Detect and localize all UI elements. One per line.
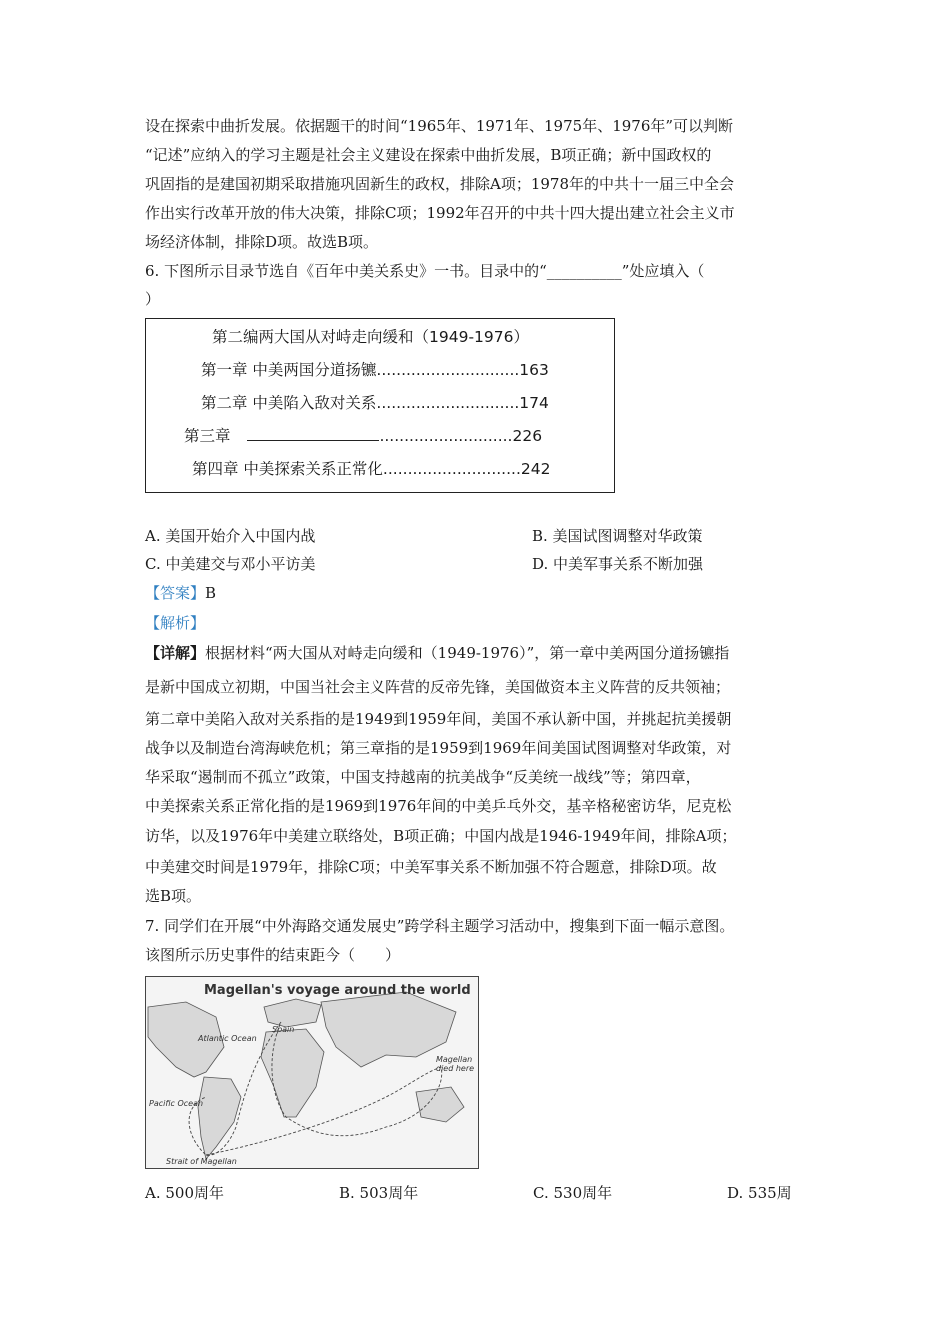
q5-analysis-line: 巩固指的是建国初期采取措施巩固新生的政权，排除A项；1978年的中共十一届三中全会 (145, 175, 735, 193)
answer-value: B (205, 584, 217, 602)
africa-shape (261, 1029, 324, 1117)
toc-excerpt-box (145, 318, 615, 493)
map-title: Magellan's voyage around the world (204, 983, 471, 998)
toc-chapter-4: 第四章 中美探索关系正常化............................242 (192, 460, 551, 478)
map-label-atlantic: Atlantic Ocean (198, 1034, 257, 1043)
toc-chapter-2: 第二章 中美陷入敌对关系.............................174 (201, 394, 549, 412)
q5-analysis-line: 作出实行改革开放的伟大决策，排除C项；1992年召开的中共十四大提出建立社会主义市 (145, 204, 735, 222)
toc-title: 第二编两大国从对峙走向缓和（1949-1976） (212, 328, 529, 346)
q7-stem: 7. 同学们在开展“中外海路交通发展史”跨学科主题学习活动中，搜集到下面一幅示意图。 (145, 917, 735, 935)
q6-stem: 6. 下图所示目录节选自《百年中美关系史》一书。目录中的“__________”处应填入（ (145, 262, 705, 280)
q6-detail-line: 第二章中美陷入敌对关系指的是1949到1959年间，美国不承认新中国，并挑起抗美援朝 (145, 710, 732, 728)
q6-detail-line: 中美探索关系正常化指的是1969到1976年间的中美乒乓外交，基辛格秘密访华，尼克松 (145, 797, 732, 815)
map-label-magellan-died: Magellan died here (436, 1055, 475, 1073)
q6-option-b: B. 美国试图调整对华政策 (532, 527, 703, 545)
map-label-spain: Spain (272, 1025, 295, 1034)
q6-detail-line (145, 642, 729, 664)
toc-chapter-3-dots: ...........................226 (379, 427, 543, 445)
q6-detail-line: 战争以及制造台湾海峡危机；第三章指的是1959到1969年间美国试图调整对华政策，对 (145, 739, 732, 757)
toc-chapter-3-blank (247, 426, 379, 441)
map-label-strait: Strait of Magellan (166, 1157, 237, 1166)
q7-option-b: B. 503周年 (339, 1184, 419, 1202)
q6-stem-continued: ） (145, 290, 161, 308)
q5-analysis-line: 设在探索中曲折发展。依据题干的时间“1965年、1971年、1975年、1976年”可以判断 (145, 117, 734, 135)
toc-chapter-3-label: 第三章 (184, 427, 231, 445)
q6-detail-line: 是新中国成立初期，中国当社会主义阵营的反帝先锋，美国做资本主义阵营的反共领袖； (145, 678, 731, 696)
toc-chapter-1: 第一章 中美两国分道扬镳.............................163 (201, 361, 549, 379)
australia-shape (416, 1087, 464, 1122)
europe-shape (264, 999, 321, 1027)
analysis-tag: 【解析】 (145, 614, 206, 632)
q5-analysis-line: 场经济体制，排除D项。故选B项。 (145, 233, 379, 251)
toc-chapter-3 (184, 425, 542, 447)
q6-analysis-heading (145, 612, 205, 634)
answer-tag: 【答案】 (145, 584, 206, 602)
q6-detail-line: 访华，以及1976年中美建立联络处，B项正确；中国内战是1946-1949年间，排除A项； (145, 827, 737, 845)
q7-option-c: C. 530周年 (533, 1184, 613, 1202)
detail-tag: 【详解】 (145, 644, 206, 662)
q6-detail-line: 华采取“遏制而不孤立”政策，中国支持越南的抗美战争“反美统一战线”等；第四章， (145, 768, 701, 786)
q6-option-d: D. 中美军事关系不断加强 (532, 555, 704, 573)
map-label-pacific: Pacific Ocean (149, 1099, 204, 1108)
q7-stem-continued: 该图所示历史事件的结束距今（ ） (145, 946, 401, 964)
q5-analysis-line: “记述”应纳入的学习主题是社会主义建设在探索中曲折发展，B项正确；新中国政权的 (145, 146, 712, 164)
detail-first-text: 根据材料“两大国从对峙走向缓和（1949-1976）”，第一章中美两国分道扬镳指 (205, 644, 730, 662)
q6-option-a: A. 美国开始介入中国内战 (145, 527, 316, 545)
q7-option-a: A. 500周年 (145, 1184, 224, 1202)
q6-option-c: C. 中美建交与邓小平访美 (145, 555, 316, 573)
q6-detail-line: 选B项。 (145, 887, 202, 905)
q6-answer (145, 582, 216, 604)
south-america-shape (198, 1077, 241, 1159)
q6-detail-line: 中美建交时间是1979年，排除C项；中美军事关系不断加强不符合题意，排除D项。故 (145, 858, 717, 876)
magellan-voyage-map (145, 976, 479, 1169)
world-map-sketch (146, 977, 478, 1168)
q7-option-d: D. 535周 (727, 1184, 792, 1202)
